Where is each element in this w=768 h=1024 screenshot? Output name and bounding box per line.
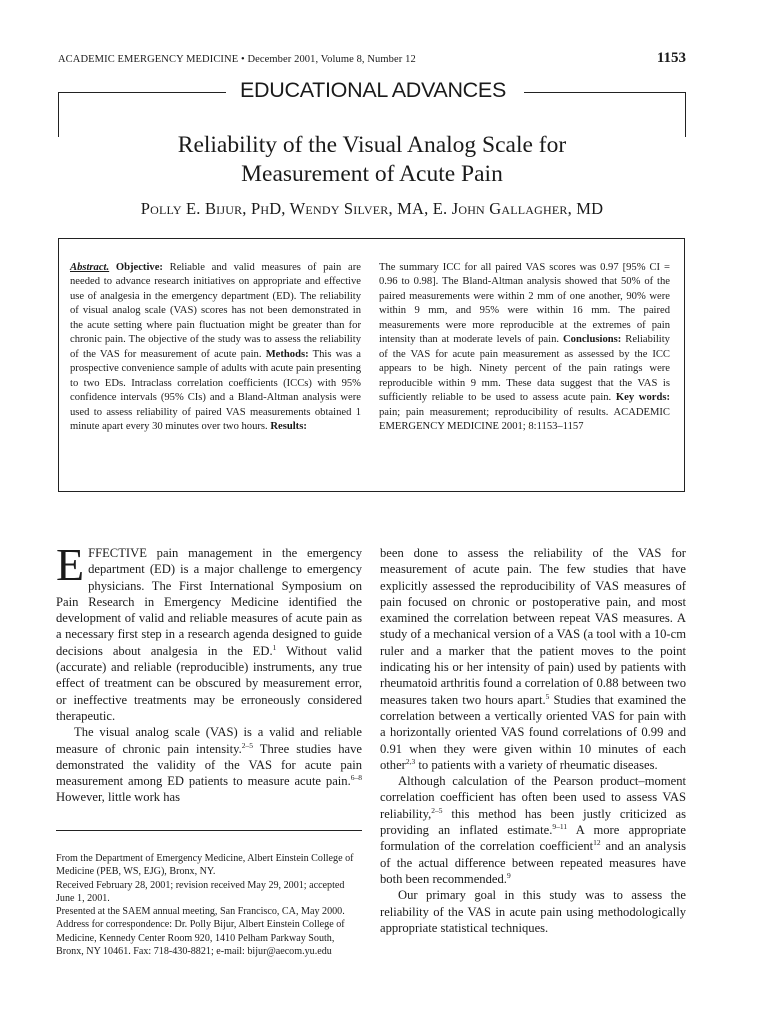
ref-sup: 2–5 [241,740,253,750]
body-text: been done to assess the reliability of the VAS for measurement of acute pain. The few studies that have explicitly assessed the reproducibility of VAS measures of pain focused on chronic or postoperative pain, and most examined the correlation between repeat VAS measures. A study of a mechanical version of a VAS (a tool with a 10-cm ruler and a marker that the patient moves to the point indicating his or her intensity of pain) used by patients with rheumatoid arthritis found a correlation of 0.88 between two measures taken two hours apart. [380,546,686,707]
objective-label: Objective: [115,262,163,273]
section-label: EDUCATIONAL ADVANCES [240,78,506,102]
ref-sup: 9–11 [552,822,568,832]
footnote-presented: Presented at the SAEM annual meeting, San Francisco, CA, May 2000. [56,906,345,918]
ref-sup: 2–5 [431,805,443,815]
body-text: this method has been justly criticized as providing an inflated estimate. [380,806,686,838]
body-paragraph [56,724,362,805]
ref-sup: 1 [272,642,277,652]
body-text: to patients with a variety of rheumatic diseases. [415,757,658,772]
author-list: Polly E. Bijur, PhD, Wendy Silver, MA, E. John Gallagher, MD [140,199,604,218]
methods-label: Methods: [265,348,309,360]
body-text: Without valid (accurate) and reliable (reproducible) instruments, any true effect of treatment can be obscured by measurement error, or ineffective treatments may be erroneously considered therapeutic. [56,643,362,723]
footnote [56,852,364,958]
body-paragraph: Our primary goal in this study was to assess the reliability of the VAS in acute pain using methodologically appropriate statistical techniques. [380,888,686,935]
body-text: However, little work has [56,790,181,805]
abstract-box [58,238,685,492]
abstract-column-right [379,261,670,434]
body-text: The visual analog scale (VAS) is a valid and reliable measure of chronic pain intensity. [56,725,362,756]
body-text: Studies that examined the correlation between a vertically oriented VAS for pain with a horizontally oriented VAS found correlations of 0.99 and 0.91 when they were given within 10 minutes of each other [380,692,687,772]
ref-sup: 12 [593,838,601,848]
abstract-column-left [70,261,361,434]
article-title [0,131,744,189]
body-paragraph [56,539,362,724]
body-paragraph [380,773,686,887]
body-text: Three studies have demonstrated the validity of the VAS for acute pain measurement among ED patients to measure acute pain. [56,741,362,789]
methods-text: This was a prospective convenience sample of adults with acute pain presenting to two EDs. Intraclass correlation coefficients (ICCs) with 95% confidence intervals (95% CIs) and a Bland-Altman analysis were used to assess reliability of paired VAS measurements obtained 1 minute apart every 30 minutes over two hours. [70,348,361,432]
footnote-rule [56,830,362,831]
body-paragraph [380,545,686,773]
body-text: A more appropriate formulation of the correlation coefficient [380,823,686,854]
drop-cap: E [56,539,85,590]
ref-sup: 9 [506,870,511,880]
conclusions-text: Reliability of the VAS for acute pain measurement as assessed by the ICC appears to be high. Ninety percent of the pain ratings were reproducible within 9 mm. These data suggest that the VAS is sufficiently reliable to be used to assess acute pain. [379,334,670,404]
body-column-left [56,539,362,806]
results-text: The summary ICC for all paired VAS scores was 0.97 [95% CI = 0.96 to 0.98]. The Bland-Altman analysis showed that 50% of the paired measurements were within 2 mm of one another, 90% were within 9 mm, and 95% were within 16 mm. The paired measurements were more reproducible at the extremes of pain intensity than at moderate levels of pain. [379,262,670,346]
conclusions-label: Conclusions: [563,334,622,346]
title-line-1: Reliability of the Visual Analog Scale for [177,132,567,158]
objective-text: Reliable and valid measures of pain are needed to advance research initiatives on appropriate and effective use of analgesia in the emergency department (ED). The reliability of visual analog scale (VAS) scores has not been demonstrated in the acute setting where pain fluctuation might be greater than for chronic pain. The objective of the study was to assess the reliability of the VAS for measurement of acute pain. [70,262,361,360]
results-label: Results: [270,420,307,432]
running-header [58,52,686,70]
footnote-correspondence: Address for correspondence: Dr. Polly Bijur, Albert Einstein College of Medicine, Kennedy Center Room 920, 1410 Pelham Parkway South, Bronx, NY 10461. Fax: 718-430-8821; e-mail: bijur@aecom.yu.edu [56,919,345,958]
body-column-right [380,545,686,936]
frame-rule-left [58,92,226,93]
body-text: Although calculation of the Pearson product–moment correlation coefficient has often been used to assess VAS reliability, [380,774,686,821]
keywords-label: Key words: [615,392,670,404]
page-number: 1153 [656,50,686,66]
footnote-affiliation: From the Department of Emergency Medicine, Albert Einstein College of Medicine (PEB, WS, EJG), Bronx, NY. [56,853,354,878]
title-line-2: Measurement of Acute Pain [241,161,503,187]
keywords-text: pain; pain measurement; reproducibility of results. [379,406,609,418]
ref-sup: 2,3 [405,756,416,766]
ref-sup: 5 [545,691,550,701]
frame-rule-right [524,92,686,93]
abstract-label: Abstract. [70,262,110,273]
body-text: FFECTIVE pain management in the emergency department (ED) is a major challenge to emergency physicians. The First International Symposium on Pain Research in Emergency Medicine identified the development of valid and reliable measures of acute pain as a necessary first step in a research agenda designed to guide decisions about analgesia in the ED. [56,546,362,658]
footnote-received: Received February 28, 2001; revision received May 29, 2001; accepted June 1, 2001. [56,879,345,904]
citation-text: ACADEMIC EMERGENCY MEDICINE 2001; 8:1153–1157 [379,406,670,432]
body-text: and an analysis of the actual difference between repeated measures have both been recommended. [380,839,686,886]
ref-sup: 6–8 [350,773,362,783]
journal-line: ACADEMIC EMERGENCY MEDICINE • December 2001, Volume 8, Number 12 [58,54,416,65]
